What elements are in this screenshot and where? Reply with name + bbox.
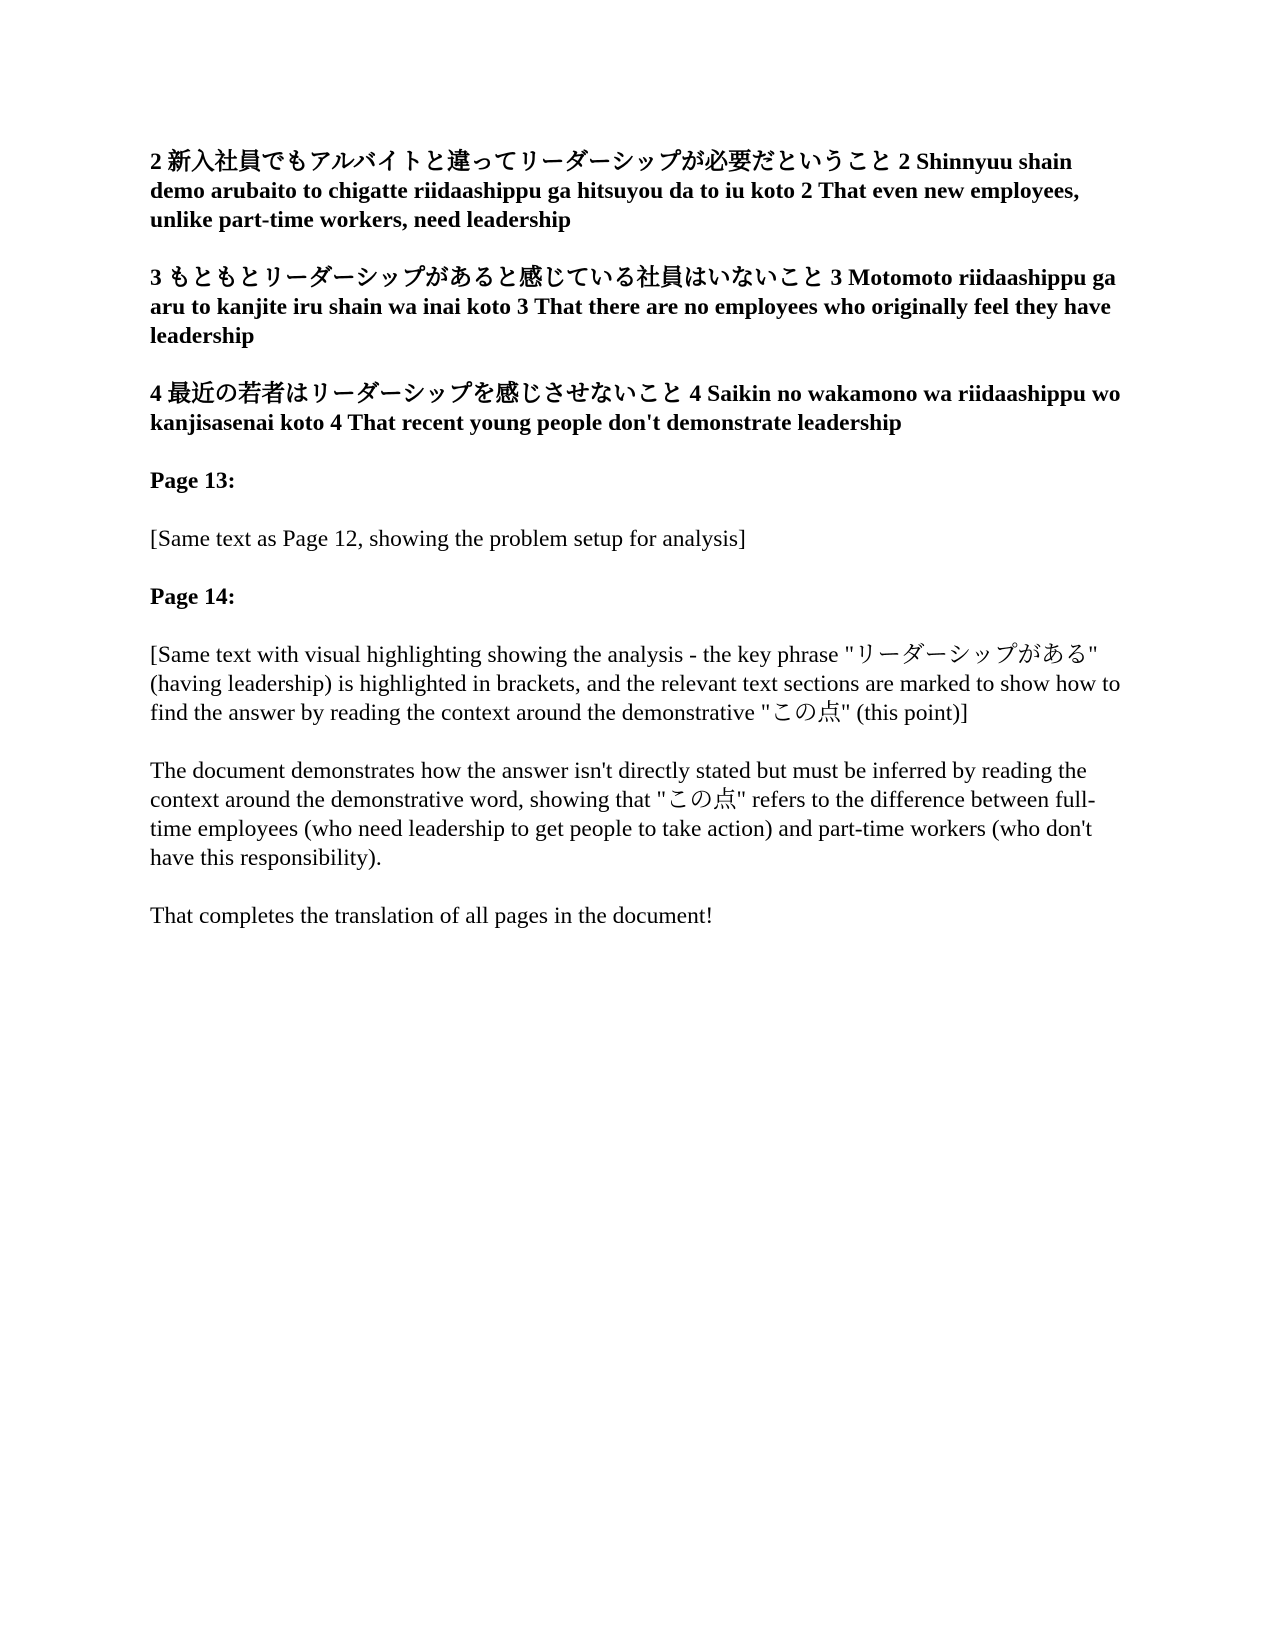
- answer-option-2: 2 新入社員でもアルバイトと違ってリーダーシップが必要だということ 2 Shinnyuu shain demo arubaito to chigatte riidaashippu ga hitsuyou da to iu koto 2 That even new employees, unlike part-time workers, need leadership: [150, 149, 1080, 233]
- answer-option-4: 4 最近の若者はリーダーシップを感じさせないこと 4 Saikin no wakamono wa riidaashippu wo kanjisasenai koto 4 That recent young people don't demonstrate leadership: [150, 381, 1121, 436]
- document-page: [150, 148, 1130, 960]
- summary-paragraph: The document demonstrates how the answer isn't directly stated but must be inferred by reading the context around the demonstrative word, showing that "この点" refers to the difference between full-time employees (who need leadership to get people to take action) and part-time workers (who don't have this responsibility).: [150, 758, 1096, 871]
- page-14-note: [Same text with visual highlighting showing the analysis - the key phrase "リーダーシップがある" (having leadership) is highlighted in brackets, and the relevant text sections are marked to show how to find the answer by reading the context around the demonstrative "この点" (this point)]: [150, 642, 1121, 726]
- answer-option-3: 3 もともとリーダーシップがあると感じている社員はいないこと 3 Motomoto riidaashippu ga aru to kanjite iru shain wa inai koto 3 That there are no employees who originally feel they have leadership: [150, 265, 1116, 349]
- page-13-heading: Page 13:: [150, 468, 236, 494]
- page-13-note: [Same text as Page 12, showing the problem setup for analysis]: [150, 526, 746, 552]
- closing-paragraph: That completes the translation of all pages in the document!: [150, 903, 714, 929]
- page-14-heading: Page 14:: [150, 584, 236, 610]
